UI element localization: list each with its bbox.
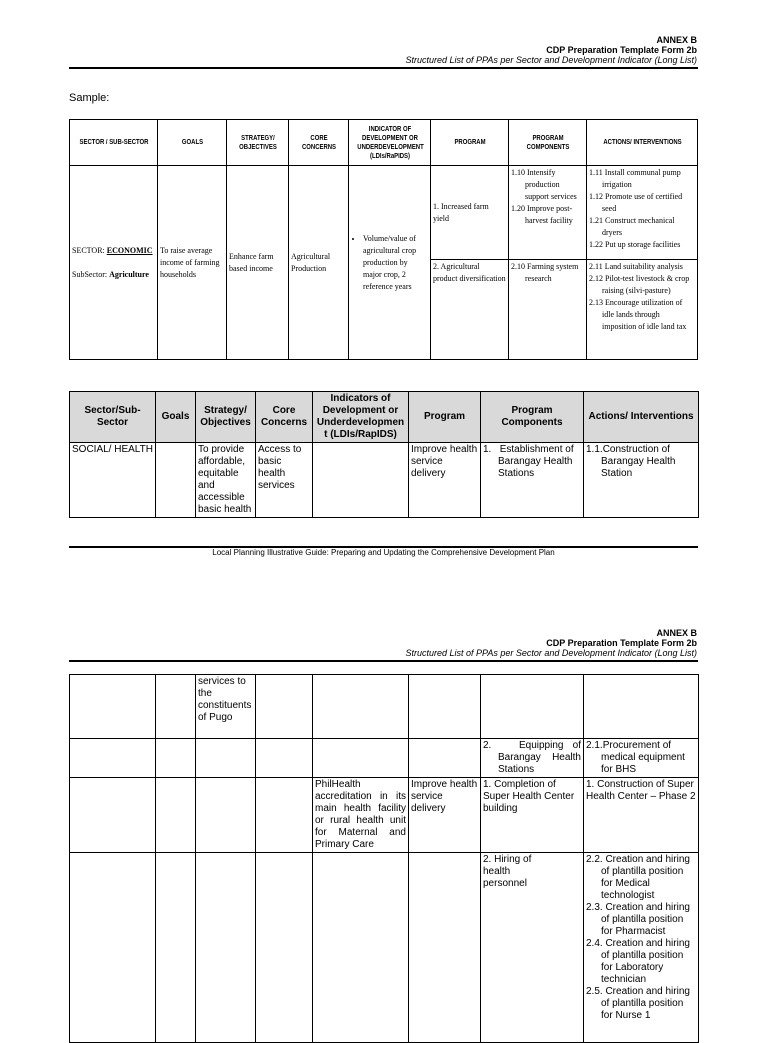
ppa-table-page1	[69, 391, 699, 518]
header-components: Program Components	[481, 392, 584, 443]
sample-header-program: PROGRAM	[436, 120, 502, 166]
cell-actions	[584, 853, 699, 1043]
action-item: 2.4. Creation and hiring of plantilla position for Laboratory technician	[586, 938, 690, 985]
page-footer: Local Planning Illustrative Guide: Preparing and Updating the Comprehensive Development Plan	[212, 548, 555, 557]
cell-sector: SOCIAL/ HEALTH	[70, 443, 156, 518]
page2-header	[406, 628, 697, 658]
header-sector: Sector/Sub-Sector	[70, 392, 156, 443]
component-text: Equipping of Barangay Health Stations	[498, 740, 581, 775]
cell-actions: 1. Construction of Super Health Center – Phase 2	[584, 778, 699, 853]
annex-label: ANNEX B	[656, 628, 697, 638]
cell-core	[256, 739, 313, 778]
cell-strategy	[196, 853, 256, 1043]
header-program: Program	[409, 392, 481, 443]
cell-goals	[156, 739, 196, 778]
action-item: 2.5. Creation and hiring of plantilla position for Nurse 1	[586, 986, 690, 1021]
cell-core	[256, 675, 313, 739]
sample-indicator: • Volume/value of agricultural crop production by major crop, 2 reference years	[363, 233, 428, 293]
sample-action: 1.21 Construct mechanical dryers	[589, 216, 675, 237]
cell-strategy: services to the constituents of Pugo	[196, 675, 256, 739]
sample-components-cell-1	[509, 166, 587, 260]
sector-value: ECONOMIC	[106, 245, 153, 255]
sample-action: 1.12 Promote use of certified seed	[589, 192, 683, 213]
sample-indicator-cell	[349, 166, 431, 360]
action-text: Procurement of medical equipment for BHS	[601, 740, 685, 775]
sample-header-strategy: STRATEGY/ OBJECTIVES	[231, 120, 284, 166]
cell-sector	[70, 778, 156, 853]
header-rule	[69, 660, 698, 662]
action-item: 2.2. Creation and hiring of plantilla position for Medical technologist	[586, 854, 690, 901]
sample-component: 1.10 Intensify production support services	[511, 168, 577, 201]
cell-indicator	[313, 739, 409, 778]
sample-action: 1.22 Put up storage facilities	[589, 240, 681, 249]
sample-header-goals: GOALS	[163, 120, 222, 166]
sample-core: Agricultural Production	[289, 166, 349, 360]
form-title: CDP Preparation Template Form 2b	[546, 45, 697, 55]
sample-header-actions: ACTIONS/ INTERVENTIONS	[595, 120, 689, 166]
sample-program2: 2. Agricultural product diversification	[431, 260, 509, 360]
component-number: 2.	[483, 740, 492, 751]
cell-sector	[70, 853, 156, 1043]
page1-header	[406, 35, 697, 65]
cell-program: Improve health service delivery	[409, 443, 481, 518]
cell-indicator: PhilHealth accreditation in its main health facility or rural health unit for Maternal and Primary Care	[313, 778, 409, 853]
action-text: Construction of Barangay Health Station	[601, 444, 676, 479]
sample-label: Sample:	[69, 92, 110, 104]
subsector-value: Agriculture	[109, 269, 149, 279]
subsector-prefix: SubSector:	[72, 269, 110, 279]
cell-components	[481, 675, 584, 739]
action-number: 2.1.	[586, 740, 603, 751]
sample-goal: To raise average income of farming households	[158, 166, 227, 360]
form-subtitle: Structured List of PPAs per Sector and Development Indicator (Long List)	[405, 648, 697, 658]
cell-sector	[70, 675, 156, 739]
cell-goals	[156, 675, 196, 739]
sample-actions-cell-1	[587, 166, 698, 260]
header-actions: Actions/ Interventions	[584, 392, 699, 443]
cell-goals	[156, 778, 196, 853]
sample-component: 2.10 Farming system research	[511, 262, 579, 283]
cell-core	[256, 853, 313, 1043]
cell-program	[409, 675, 481, 739]
action-item: 2.3. Creation and hiring of plantilla position for Pharmacist	[586, 902, 690, 937]
sector-prefix: SECTOR:	[72, 245, 107, 255]
cell-components: 1. Completion of Super Health Center building	[481, 778, 584, 853]
cell-program	[409, 739, 481, 778]
form-title: CDP Preparation Template Form 2b	[546, 638, 697, 648]
header-goals: Goals	[156, 392, 196, 443]
cell-actions	[584, 675, 699, 739]
ppa-table-page2	[69, 674, 699, 1043]
sample-components-cell-2	[509, 260, 587, 360]
sample-program1: 1. Increased farm yield	[431, 166, 509, 260]
sample-action: 2.12 Pilot-test livestock & crop raising (silvi-pasture)	[589, 274, 690, 295]
form-subtitle: Structured List of PPAs per Sector and Development Indicator (Long List)	[405, 55, 697, 65]
cell-actions	[584, 739, 699, 778]
annex-label: ANNEX B	[656, 35, 697, 45]
cell-indicator	[313, 853, 409, 1043]
cell-sector	[70, 739, 156, 778]
sample-header-core: CORE CONCERNS	[293, 120, 344, 166]
header-rule	[69, 67, 698, 69]
cell-components	[481, 739, 584, 778]
header-core: Core Concerns	[256, 392, 313, 443]
cell-core	[256, 778, 313, 853]
header-indicator: Indicators of Development or Underdevelopmen t (LDIs/RapIDS)	[313, 392, 409, 443]
sample-header-sector: SECTOR / SUB-SECTOR	[76, 120, 151, 166]
cell-goals	[156, 443, 196, 518]
header-strategy: Strategy/ Objectives	[196, 392, 256, 443]
cell-components: 2. Hiring of health personnel	[481, 853, 584, 1043]
cell-indicator	[313, 443, 409, 518]
sample-component: 1.20 Improve post-harvest facility	[511, 204, 573, 225]
sample-action: 2.13 Encourage utilization of idle lands through imposition of idle land tax	[589, 298, 687, 331]
component-number: 1.	[483, 444, 492, 455]
cell-components	[481, 443, 584, 518]
cell-actions	[584, 443, 699, 518]
sample-action: 1.11 Install communal pump irrigation	[589, 168, 681, 189]
cell-program: Improve health service delivery	[409, 778, 481, 853]
cell-program	[409, 853, 481, 1043]
cell-indicator	[313, 675, 409, 739]
sample-table	[69, 119, 698, 360]
sample-strategy: Enhance farm based income	[227, 166, 289, 360]
cell-goals	[156, 853, 196, 1043]
cell-core: Access to basic health services	[256, 443, 313, 518]
sample-action: 2.11 Land suitability analysis	[589, 262, 683, 271]
sample-header-components: PROGRAM COMPONENTS	[514, 120, 580, 166]
sample-header-indicator: INDICATOR OF DEVELOPMENT OR UNDERDEVELOPMENT (LDIs/RaPIDS)	[355, 120, 425, 166]
cell-strategy	[196, 739, 256, 778]
action-number: 1.1.	[586, 444, 603, 455]
cell-strategy	[196, 778, 256, 853]
sample-actions-cell-2	[587, 260, 698, 360]
sample-sector-cell	[70, 166, 158, 360]
cell-strategy: To provide affordable, equitable and accessible basic health	[196, 443, 256, 518]
component-text: Establishment of Barangay Health Stations	[498, 444, 574, 479]
